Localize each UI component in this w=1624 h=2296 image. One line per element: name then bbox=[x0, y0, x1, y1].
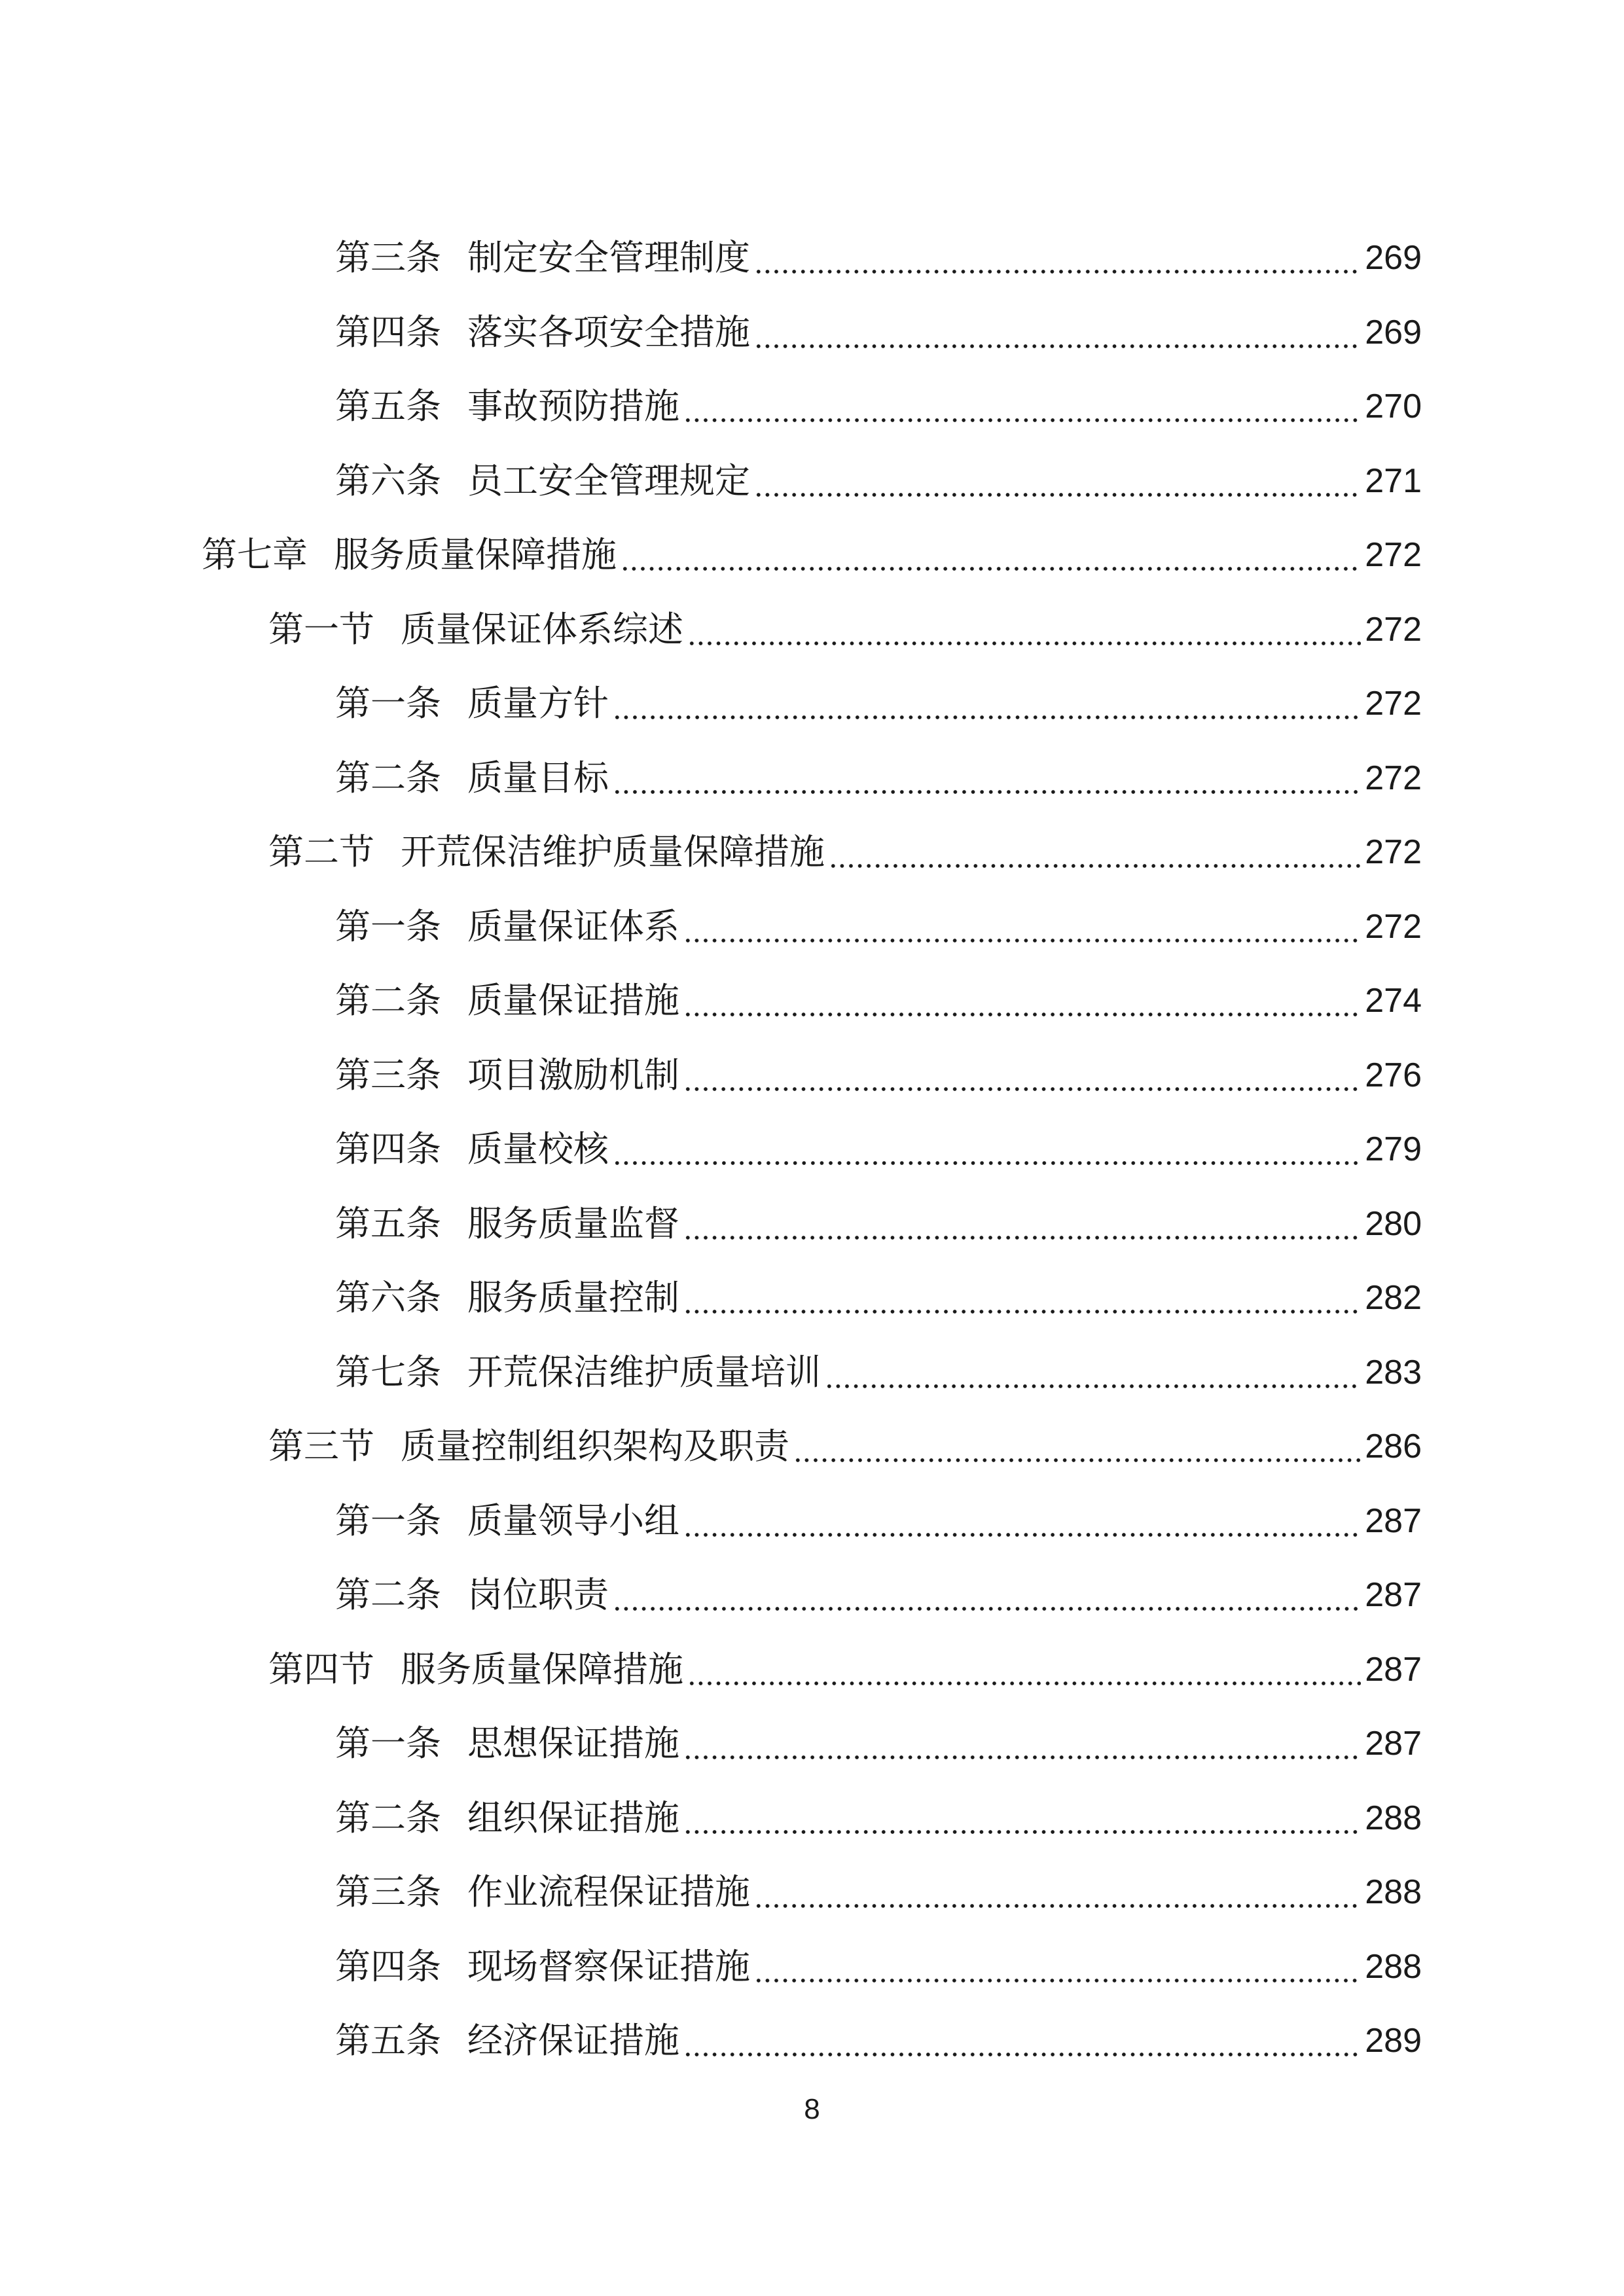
toc-entry-article[interactable] bbox=[0, 1866, 1624, 1941]
dot-leader bbox=[754, 455, 1361, 507]
toc-entry-page: 271 bbox=[1365, 461, 1422, 500]
toc-entry-title: 作业流程保证措施 bbox=[467, 1871, 750, 1912]
toc-entry-number: 第六条 bbox=[335, 1277, 441, 1318]
dot-leader bbox=[754, 232, 1361, 284]
table-of-contents bbox=[0, 232, 1624, 2089]
toc-entry-article[interactable] bbox=[0, 677, 1624, 752]
toc-entry-number: 第二节 bbox=[268, 831, 374, 872]
toc-entry-page: 289 bbox=[1365, 2022, 1422, 2060]
toc-entry-page: 270 bbox=[1365, 387, 1422, 425]
toc-entry-article[interactable] bbox=[0, 1272, 1624, 1346]
toc-entry-page: 279 bbox=[1365, 1130, 1422, 1168]
toc-entry-number: 第一条 bbox=[335, 1723, 441, 1764]
toc-entry-article[interactable] bbox=[0, 1123, 1624, 1198]
toc-entry-number: 第一条 bbox=[335, 905, 441, 947]
dot-leader bbox=[754, 1866, 1361, 1918]
dot-leader bbox=[683, 1198, 1361, 1250]
toc-entry-title: 事故预防措施 bbox=[467, 386, 679, 427]
dot-leader bbox=[613, 1123, 1361, 1175]
dot-leader bbox=[754, 306, 1361, 359]
toc-entry-article[interactable] bbox=[0, 1569, 1624, 1643]
toc-entry-article[interactable] bbox=[0, 1198, 1624, 1272]
toc-entry-title: 质量领导小组 bbox=[467, 1499, 679, 1541]
toc-entry-number: 第三节 bbox=[268, 1426, 374, 1467]
toc-entry-number: 第四条 bbox=[335, 1945, 441, 1987]
toc-entry-page: 287 bbox=[1365, 1576, 1422, 1614]
dot-leader bbox=[683, 975, 1361, 1027]
toc-entry-title: 服务质量保障措施 bbox=[401, 1648, 683, 1690]
toc-entry-title: 质量控制组织架构及职责 bbox=[401, 1426, 789, 1467]
dot-leader bbox=[683, 1495, 1361, 1547]
toc-entry-section[interactable] bbox=[0, 1643, 1624, 1718]
toc-entry-title: 服务质量保障措施 bbox=[334, 534, 617, 575]
toc-entry-page: 269 bbox=[1365, 239, 1422, 277]
toc-entry-title: 经济保证措施 bbox=[467, 2020, 679, 2061]
toc-entry-page: 286 bbox=[1365, 1427, 1422, 1465]
toc-entry-title: 质量方针 bbox=[467, 683, 609, 724]
toc-entry-article[interactable] bbox=[0, 306, 1624, 381]
toc-entry-number: 第二条 bbox=[335, 757, 441, 798]
dot-leader bbox=[621, 529, 1361, 581]
dot-leader bbox=[687, 603, 1361, 656]
toc-entry-number: 第二条 bbox=[335, 1797, 441, 1839]
dot-leader bbox=[829, 826, 1361, 878]
toc-entry-page: 269 bbox=[1365, 313, 1422, 351]
toc-entry-number: 第七章 bbox=[202, 534, 308, 575]
toc-entry-article[interactable] bbox=[0, 1049, 1624, 1124]
toc-entry-article[interactable] bbox=[0, 901, 1624, 975]
dot-leader bbox=[683, 2015, 1361, 2067]
dot-leader bbox=[613, 677, 1361, 730]
toc-entry-page: 287 bbox=[1365, 1725, 1422, 1763]
toc-entry-title: 员工安全管理规定 bbox=[467, 459, 750, 501]
toc-entry-article[interactable] bbox=[0, 455, 1624, 529]
toc-entry-section[interactable] bbox=[0, 603, 1624, 678]
toc-entry-title: 开荒保洁维护质量培训 bbox=[467, 1351, 821, 1393]
toc-entry-page: 287 bbox=[1365, 1501, 1422, 1540]
toc-entry-number: 第五条 bbox=[335, 386, 441, 427]
toc-entry-page: 272 bbox=[1365, 536, 1422, 574]
toc-entry-article[interactable] bbox=[0, 2015, 1624, 2089]
toc-entry-page: 274 bbox=[1365, 982, 1422, 1020]
toc-entry-number: 第一条 bbox=[335, 683, 441, 724]
toc-entry-number: 第七条 bbox=[335, 1351, 441, 1393]
toc-entry-title: 项目激励机制 bbox=[467, 1054, 679, 1096]
toc-entry-number: 第一条 bbox=[335, 1499, 441, 1541]
toc-entry-article[interactable] bbox=[0, 232, 1624, 306]
dot-leader bbox=[683, 901, 1361, 953]
toc-entry-page: 272 bbox=[1365, 833, 1422, 871]
dot-leader bbox=[754, 1941, 1361, 1993]
dot-leader bbox=[683, 1272, 1361, 1324]
toc-entry-page: 272 bbox=[1365, 610, 1422, 649]
toc-entry-title: 现场督察保证措施 bbox=[467, 1945, 750, 1987]
toc-entry-number: 第六条 bbox=[335, 459, 441, 501]
toc-entry-number: 第五条 bbox=[335, 2020, 441, 2061]
toc-entry-number: 第三条 bbox=[335, 1054, 441, 1096]
toc-entry-number: 第二条 bbox=[335, 980, 441, 1021]
toc-entry-number: 第二条 bbox=[335, 1574, 441, 1615]
toc-entry-article[interactable] bbox=[0, 975, 1624, 1049]
toc-entry-title: 质量目标 bbox=[467, 757, 609, 798]
toc-entry-number: 第四条 bbox=[335, 1128, 441, 1170]
toc-entry-number: 第五条 bbox=[335, 1202, 441, 1244]
dot-leader bbox=[683, 1792, 1361, 1844]
toc-entry-number: 第一节 bbox=[268, 608, 374, 650]
toc-entry-article[interactable] bbox=[0, 1495, 1624, 1570]
toc-entry-page: 288 bbox=[1365, 1873, 1422, 1911]
toc-entry-title: 服务质量控制 bbox=[467, 1277, 679, 1318]
toc-entry-number: 第四节 bbox=[268, 1648, 374, 1690]
dot-leader bbox=[683, 1717, 1361, 1770]
toc-entry-title: 落实各项安全措施 bbox=[467, 311, 750, 353]
toc-entry-article[interactable] bbox=[0, 1941, 1624, 2015]
toc-entry-page: 272 bbox=[1365, 907, 1422, 946]
dot-leader bbox=[793, 1420, 1361, 1473]
toc-entry-title: 岗位职责 bbox=[467, 1574, 609, 1615]
toc-entry-page: 280 bbox=[1365, 1204, 1422, 1243]
toc-entry-title: 思想保证措施 bbox=[467, 1723, 679, 1764]
dot-leader bbox=[683, 1049, 1361, 1102]
toc-entry-page: 287 bbox=[1365, 1650, 1422, 1689]
toc-entry-article[interactable] bbox=[0, 1346, 1624, 1421]
dot-leader bbox=[613, 1569, 1361, 1621]
toc-entry-page: 288 bbox=[1365, 1799, 1422, 1837]
toc-entry-title: 质量保证体系 bbox=[467, 905, 679, 947]
toc-entry-page: 283 bbox=[1365, 1353, 1422, 1391]
toc-entry-chapter[interactable] bbox=[0, 529, 1624, 603]
dot-leader bbox=[683, 380, 1361, 433]
toc-entry-title: 质量保证体系综述 bbox=[401, 608, 683, 650]
toc-entry-title: 制定安全管理制度 bbox=[467, 237, 750, 278]
dot-leader bbox=[825, 1346, 1361, 1399]
toc-entry-title: 质量校核 bbox=[467, 1128, 609, 1170]
toc-entry-title: 组织保证措施 bbox=[467, 1797, 679, 1839]
toc-entry-section[interactable] bbox=[0, 826, 1624, 901]
toc-entry-number: 第四条 bbox=[335, 311, 441, 353]
toc-entry-article[interactable] bbox=[0, 1792, 1624, 1867]
dot-leader bbox=[687, 1643, 1361, 1696]
toc-entry-page: 272 bbox=[1365, 685, 1422, 723]
toc-entry-article[interactable] bbox=[0, 380, 1624, 455]
toc-entry-page: 288 bbox=[1365, 1947, 1422, 1986]
page-number: 8 bbox=[804, 2093, 820, 2125]
toc-entry-article[interactable] bbox=[0, 1717, 1624, 1792]
dot-leader bbox=[613, 752, 1361, 804]
toc-entry-title: 质量保证措施 bbox=[467, 980, 679, 1021]
toc-entry-number: 第三条 bbox=[335, 237, 441, 278]
toc-entry-page: 282 bbox=[1365, 1279, 1422, 1317]
toc-entry-page: 272 bbox=[1365, 759, 1422, 797]
toc-entry-title: 服务质量监督 bbox=[467, 1202, 679, 1244]
toc-entry-section[interactable] bbox=[0, 1420, 1624, 1495]
toc-entry-number: 第三条 bbox=[335, 1871, 441, 1912]
toc-entry-article[interactable] bbox=[0, 752, 1624, 827]
toc-entry-title: 开荒保洁维护质量保障措施 bbox=[401, 831, 825, 872]
toc-entry-page: 276 bbox=[1365, 1056, 1422, 1094]
